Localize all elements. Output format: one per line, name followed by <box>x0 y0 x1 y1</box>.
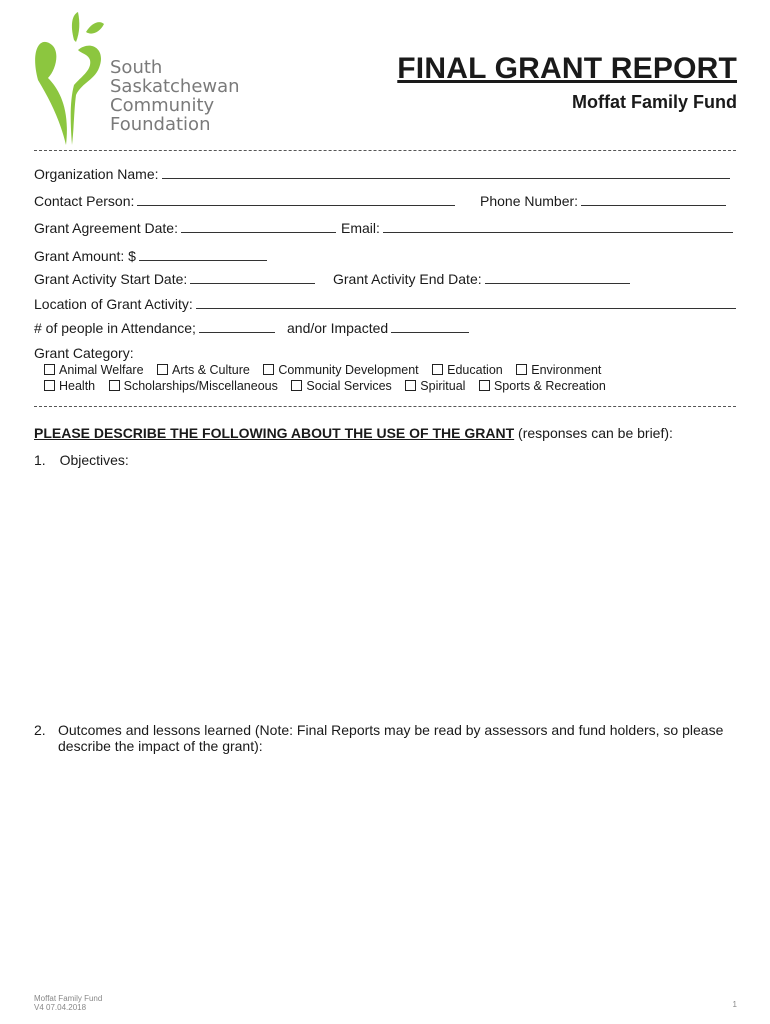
category-label: Health <box>59 379 96 393</box>
logo-wordmark <box>110 58 240 134</box>
outcomes-response-area[interactable] <box>34 760 734 980</box>
category-label: Education <box>447 363 503 377</box>
attendance-input[interactable] <box>199 320 275 333</box>
question-number: 2. <box>34 722 46 738</box>
attendance-label: # of people in Attendance; <box>34 320 196 336</box>
page-title: FINAL GRANT REPORT <box>397 52 737 85</box>
checkbox-icon[interactable] <box>516 364 527 375</box>
footer-version: V4 07.04.2018 <box>34 1003 87 1012</box>
activity-start-field <box>34 271 315 287</box>
location-label: Location of Grant Activity: <box>34 296 193 312</box>
checkbox-icon[interactable] <box>432 364 443 375</box>
activity-end-label: Grant Activity End Date: <box>333 271 482 287</box>
category-health[interactable] <box>44 379 95 393</box>
checkbox-icon[interactable] <box>405 380 416 391</box>
grant-category-label: Grant Category: <box>34 345 134 361</box>
category-scholarships-miscellaneous[interactable] <box>109 379 278 393</box>
category-spiritual[interactable] <box>405 379 465 393</box>
divider <box>34 406 736 407</box>
organization-name-field <box>34 166 730 182</box>
logo-line: Community <box>110 95 215 116</box>
organization-name-label: Organization Name: <box>34 166 159 182</box>
location-input[interactable] <box>196 296 736 309</box>
category-sports-recreation[interactable] <box>479 379 606 393</box>
question-text: Outcomes and lessons learned (Note: Final Reports may be read by assessors and fund holders, so please describe the impact of the grant): <box>58 722 724 754</box>
impacted-field <box>287 320 469 336</box>
logo-line: Saskatchewan <box>110 76 240 97</box>
grant-agreement-date-label: Grant Agreement Date: <box>34 220 178 236</box>
category-label: Scholarships/Miscellaneous <box>123 379 278 393</box>
page-number: 1 <box>732 1000 737 1009</box>
checkbox-icon[interactable] <box>109 380 120 391</box>
section-note: (responses can be brief): <box>518 425 673 441</box>
phone-number-label: Phone Number: <box>480 193 579 209</box>
logo-leaf-right <box>71 46 101 145</box>
contact-person-input[interactable] <box>137 193 455 206</box>
attendance-field <box>34 320 275 336</box>
question-outcomes <box>34 722 724 754</box>
organization-name-input[interactable] <box>162 166 730 179</box>
logo-line: Foundation <box>110 114 211 135</box>
fund-name: Moffat Family Fund <box>572 92 737 112</box>
category-label: Arts & Culture <box>172 363 250 377</box>
grant-amount-label: Grant Amount: $ <box>34 248 136 264</box>
objectives-response-area[interactable] <box>34 474 734 704</box>
grant-amount-input[interactable] <box>139 248 267 261</box>
phone-number-field <box>480 193 726 209</box>
grant-agreement-date-field <box>34 220 336 236</box>
logo-line: South <box>110 57 163 78</box>
activity-start-label: Grant Activity Start Date: <box>34 271 188 287</box>
category-education[interactable] <box>432 363 503 377</box>
email-field <box>341 220 733 236</box>
activity-start-input[interactable] <box>190 271 315 284</box>
checkbox-icon[interactable] <box>479 380 490 391</box>
location-field <box>34 296 736 312</box>
logo-leaf-left <box>35 42 67 145</box>
question-number: 1. <box>34 452 46 468</box>
question-objectives <box>34 452 734 468</box>
section-heading <box>34 425 673 441</box>
footer-fund-name: Moffat Family Fund <box>34 994 103 1003</box>
grant-amount-field <box>34 248 267 264</box>
checkbox-icon[interactable] <box>291 380 302 391</box>
foundation-logo <box>30 10 110 150</box>
impacted-input[interactable] <box>391 320 469 333</box>
phone-number-input[interactable] <box>581 193 726 206</box>
category-community-development[interactable] <box>263 363 418 377</box>
category-label: Environment <box>531 363 602 377</box>
logo-leaf-center <box>72 12 79 42</box>
category-animal-welfare[interactable] <box>44 363 144 377</box>
checkbox-icon[interactable] <box>44 380 55 391</box>
logo-leaf-top-right <box>86 22 104 34</box>
footer-info <box>34 994 102 1012</box>
grant-agreement-date-input[interactable] <box>181 220 336 233</box>
activity-end-input[interactable] <box>485 271 630 284</box>
category-label: Social Services <box>306 379 392 393</box>
contact-person-label: Contact Person: <box>34 193 135 209</box>
activity-end-field <box>333 271 630 287</box>
category-arts-culture[interactable] <box>157 363 250 377</box>
checkbox-icon[interactable] <box>44 364 55 375</box>
category-environment[interactable] <box>516 363 601 377</box>
email-label: Email: <box>341 220 380 236</box>
checkbox-icon[interactable] <box>263 364 274 375</box>
category-label: Spiritual <box>420 379 466 393</box>
section-heading-text: PLEASE DESCRIBE THE FOLLOWING ABOUT THE USE OF THE GRANT <box>34 425 515 441</box>
category-row-1 <box>44 363 611 377</box>
impacted-label: and/or Impacted <box>287 320 389 336</box>
question-text: Objectives: <box>59 452 129 468</box>
category-label: Community Development <box>278 363 419 377</box>
email-input[interactable] <box>383 220 733 233</box>
category-label: Sports & Recreation <box>493 379 606 393</box>
checkbox-icon[interactable] <box>157 364 168 375</box>
category-row-2 <box>44 379 616 393</box>
contact-person-field <box>34 193 455 209</box>
category-social-services[interactable] <box>291 379 391 393</box>
category-label: Animal Welfare <box>59 363 144 377</box>
divider <box>34 150 736 151</box>
